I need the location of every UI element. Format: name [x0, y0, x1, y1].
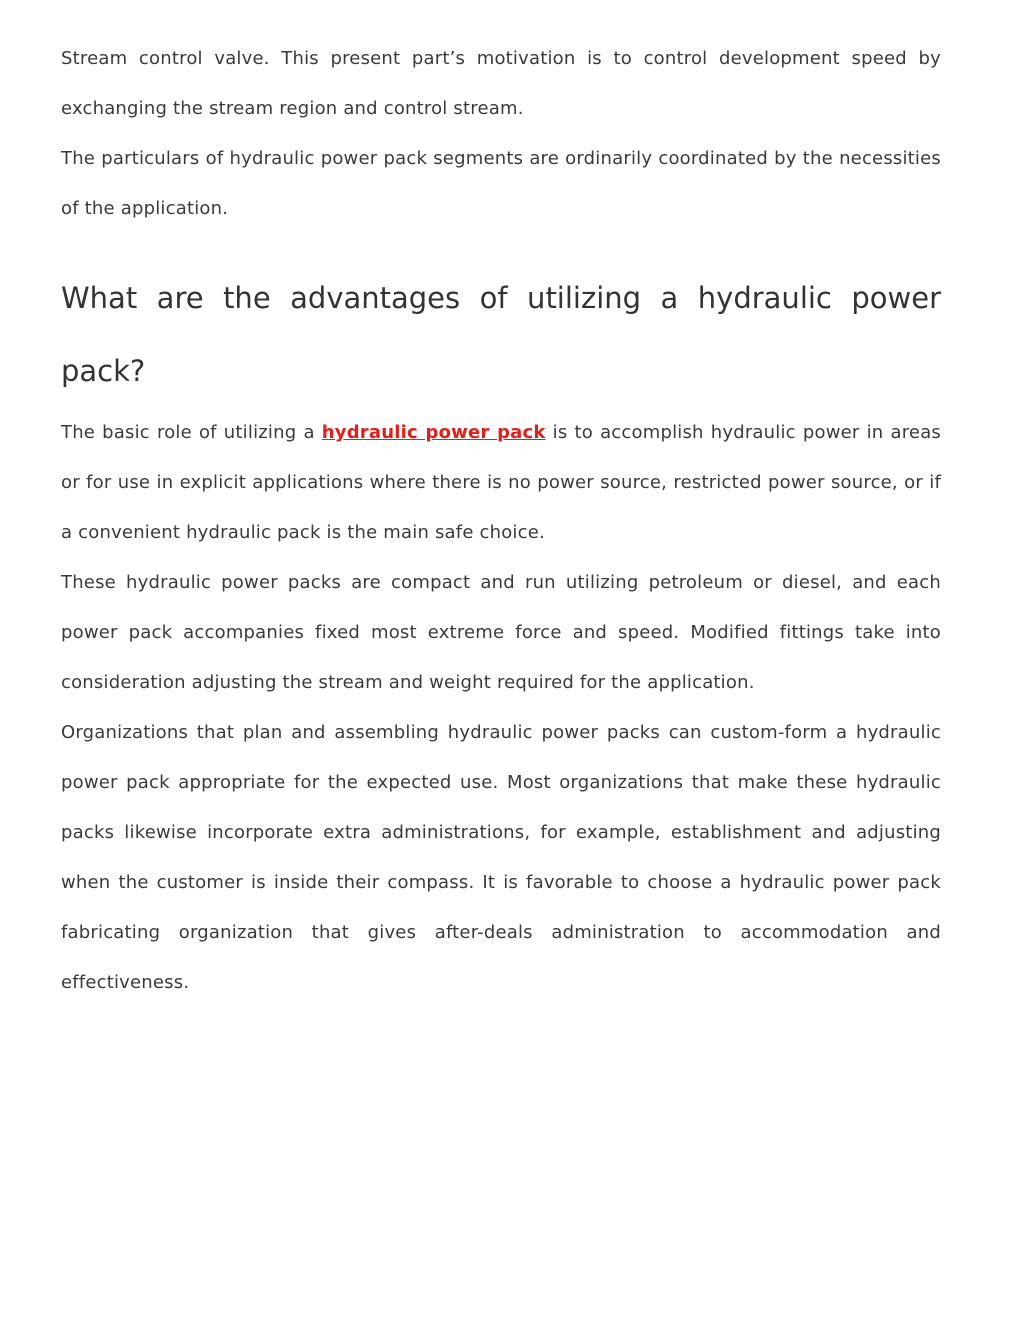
document-page: [61, 34, 941, 1008]
section-heading: What are the advantages of utilizing a hydraulic power pack?: [61, 281, 941, 388]
hydraulic-power-pack-link[interactable]: hydraulic power pack: [321, 422, 546, 443]
paragraph-compact-packs: These hydraulic power packs are compact and run utilizing petroleum or diesel, and each power pack accompanies fixed most extreme force and speed. Modified fittings take into consideration adjusting the stream and weight required for the application.: [61, 572, 941, 693]
paragraph-basic-role-end: is to accomplish hydraulic power in areas or for use in explicit applications where there is no power source, restricted power source, or if a convenient hydraulic pack is the main safe choice.: [61, 422, 941, 543]
paragraph-organizations: Organizations that plan and assembling hydraulic power packs can custom-form a hydraulic power pack appropriate for the expected use. Most organizations that make these hydraulic packs likewise incorporate extra administrations, for example, establishment and adjusting when the customer is inside their compass. It is favorable to choose a hydraulic power pack fabricating organization that gives after-deals administration to accommodation and effectiveness.: [61, 722, 941, 993]
paragraph-basic-role: [61, 408, 941, 558]
paragraph-particulars: The particulars of hydraulic power pack segments are ordinarily coordinated by the necessities of the application.: [61, 148, 941, 219]
paragraph-stream-control-valve: Stream control valve. This present part’s motivation is to control development speed by exchanging the stream region and control stream.: [61, 48, 941, 119]
paragraph-basic-role-start: The basic role of utilizing a: [61, 422, 322, 443]
